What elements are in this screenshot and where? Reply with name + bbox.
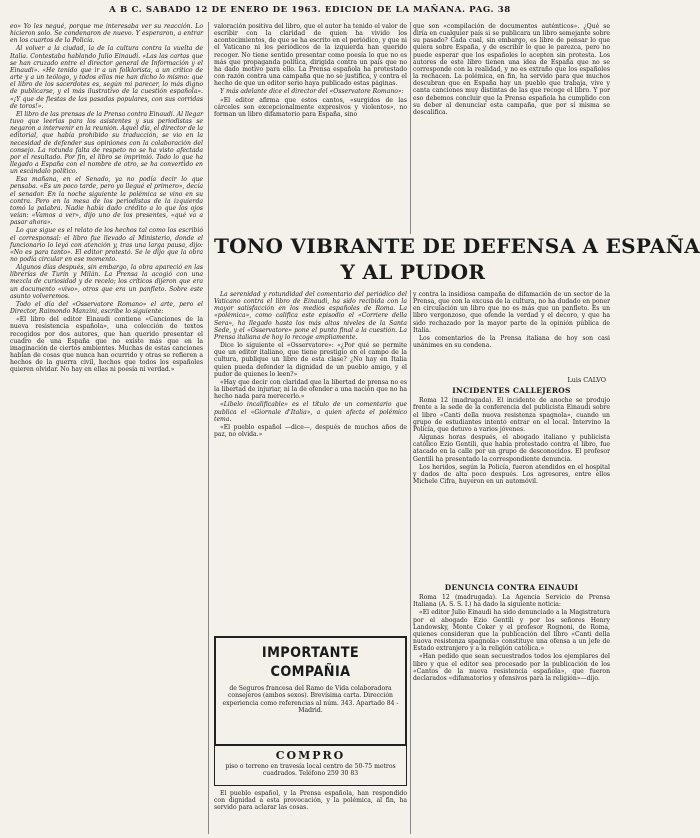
- headline-line-2: Y AL PUDOR: [340, 260, 486, 284]
- subhead-incidentes: INCIDENTES CALLEJEROS: [452, 386, 571, 396]
- paragraph: valoración positiva del libro, que el autor ha tenido el valor de escribir con la claridad de quien ha vivido los acontecimientos, de que se ha escrito en el periódico, y que ni el Vaticano ni los periódicos de la izquierda han querido recoger. No tiene sentido presentar como poesía lo que no es más que propaganda política, dirigida contra un país que no ha dado motivo para ello. La Prensa española ha protestado con razón contra una campaña que no se justifica, y contra el hecho de que un editor serio haya publicado estas páginas.: [214, 23, 407, 88]
- paragraph: «Han pedido que sean secuestrados todos los ejemplares del libro y que el editor sea procesado por la publicación de los «Cantos de la nueva resistencia española», que fueron declarados «difamatorios y ofensivos para la religión»—dijo.: [413, 653, 610, 682]
- paragraph: «El editor afirma que estos cantos, «surgidos de las cárceles son excepcionalmente expresivos y violentos», no forman un libro difamatorio para España, sino: [214, 96, 407, 118]
- paragraph: Al volver a la ciudad, la de la cultura contra la vuelta de Italia. Contestaba hablando Julio Einaudi. «Las las cartas que se han cruzado entre el director general de Información y el Einaudi». «He tenido que ir a un folklorista, a un crítico de arte y a un teólogo, y todos ellos me han dicho lo mismo: que el libro de los sacerdotes es, según mi parecer, lo más digno de publicarse, y el más ilustrativo de la cuestión española». «¡Y que de fiestas de las pasadas populares, con sus corridas de toros!».: [10, 45, 203, 110]
- paragraph: que son «compilación de documentos auténticos». ¿Qué se diría en cualquier país si se publicara un libro semejante sobre su pasado? Cada cual, sin embargo, es libre de pensar lo que quiera sobre España, y de escribir lo que le parezca, pero no puede esperar que los españoles lo acepten sin protesta. Los autores de este libro tienen una idea de España que no se corresponde con la realidad, y no es extraño que los españoles la rechacen. La polémica, en fin, ha servido para que muchos descubran que en España hay un pueblo que trabaja, vive y canta canciones muy distintas de las que recoge el libro. Y por eso debemos concluir que la Prensa española ha cumplido con su deber al denunciar esta campaña, que por sí misma se descalifica.: [413, 23, 610, 116]
- paragraph: Y más adelante dice el director del «Osservatore Romano»:: [220, 88, 404, 96]
- paragraph: Todo el día del «Osservatore Romano» el arte, pero el Director, Raimondo Manzini, escribe lo siguiente:: [10, 300, 203, 316]
- column-left: [10, 23, 203, 833]
- paragraph: eo» Yo les negué, porque me interesaba ver su reacción. Lo hicieron solo. Se condenaron de nuevo. Y esperaron, a entrar en los cuartos de la Policía.: [10, 23, 203, 45]
- headline-line-1: TONO VIBRANTE DE DEFENSA A ESPAÑA: [214, 234, 700, 258]
- column-right-denuncia: [413, 582, 610, 832]
- paragraph: «El pueblo español —dice—, después de muchos años de paz, no olvida.»: [214, 423, 407, 438]
- paragraph: El pueblo español, y la Prensa española, han respondido con dignidad a esta provocación, y la polémica, al fin, ha servido para aclarar las cosas.: [214, 790, 407, 812]
- paragraph: Algunos días después, sin embargo, la obra apareció en las librerías de Turín y Milán. La Prensa la acogió con una mezcla de curiosidad y de recelo; los críticos dijeron que era un documento «vivo», otros que era un panfleto. Sobre este asunto volveremos.: [10, 264, 203, 300]
- paragraph: Dice lo siguiente el «Osservatore»: «¿Por qué se permite que un editor italiano, que tiene prestigio en el campo de la cultura, publique un libro de esta clase? ¿No hay en Italia quien pueda defender la dignidad de un pueblo amigo, y el pudor de quienes lo leen?»: [214, 342, 407, 378]
- subhead-denuncia: DENUNCIA CONTRA EINAUDI: [444, 583, 579, 592]
- byline-signature: Luis CALVO: [567, 376, 606, 384]
- paragraph: Los comentarios de la Prensa italiana de hoy son casi unánimes en su condena.: [413, 334, 610, 350]
- column-rule: [410, 22, 411, 234]
- main-headline: [214, 233, 700, 285]
- classified-ad-insurance: [214, 636, 407, 746]
- paragraph: «El libro del editor Einaudi contiene «Canciones de la nueva resistencia española», una colección de textos recogidos por dos autores, que han querido presentar el cuadro de una España que no existe más que en la imaginación de ciertos ambientes. Muchas de estas canciones hablan de cosas que nunca han ocurrido y otras se refieren a hechos de la guerra civil, hechos que todos los españoles quieren olvidar. No hay en ellas ni poesía ni verdad.»: [10, 316, 203, 374]
- column-rule: [410, 290, 411, 834]
- paragraph: Esa mañana, en el Senado, ya no podía decir lo que pensaba. «Es un poco tarde, pero yo llegué el primero», decía el senador. En la noche siguiente la polémica se vino en su contra. Pero en la mesa de los periodistas de la izquierda tomó la palabra. Nadie había dado crédito a lo que los ojos veían: «Vamos a ver», dijo uno de los presentes, «qué va a pasar ahora».: [10, 176, 203, 227]
- paragraph: Algunas horas después, el abogado italiano y publicista católico Ezio Gentili, que había protestado contra el libro, fue atacado en la calle por un grupo de desconocidos. El profesor Gentili ha presentado la correspondiente denuncia.: [413, 434, 610, 463]
- column-right-incidents: [413, 376, 610, 581]
- paragraph: «Hay que decir con claridad que la libertad de prensa no es la libertad de injuriar, ni la de ofender a una nación que no ha hecho nada para merecerlo.»: [214, 378, 407, 401]
- column-middle-article: [214, 291, 407, 633]
- page-header: A B C. SABADO 12 DE ENERO DE 1963. EDICION DE LA MAÑANA. PAG. 38: [109, 5, 511, 15]
- column-right-article: [413, 291, 610, 375]
- paragraph: y contra la insidiosa campaña de difamación de un sector de la Prensa, que con la excusa de la cultura, no ha dudado en poner en circulación un libro que no es más que un panfleto. Es un libro vergonzoso, que ofende la verdad y el decoro, y que ha sido rechazado por la mayor parte de la opinión pública de Italia.: [413, 291, 610, 334]
- paragraph: «Libelo incalificable» es el título de un comentario que publica el «Giornale d'Italia», a quien afecta el polémico tema.: [214, 401, 407, 423]
- column-rule: [208, 22, 209, 834]
- classified-ad-compro: [214, 746, 407, 786]
- paragraph: Los heridos, según la Policía, fueron atendidos en el hospital y dados de alta poco después. Los agresores, entre ellos Michele Cifra, huyeron en un automóvil.: [413, 463, 610, 486]
- paragraph: La serenidad y rotundidad del comentario del periódico del Vaticano contra el libro de Einaudi, ha sido recibida con la mayor satisfacción en los medios españoles de Roma. La «polémica», como califica este episodio el «Corriere della Sera», ha llegado hasta los más altos niveles de la Santa Sede, y el «Osservatore» pone el punto final a la cuestión. La Prensa italiana de hoy lo recoge ampliamente.: [214, 291, 407, 341]
- ad-title: IMPORTANTE COMPAÑIA: [261, 645, 360, 680]
- ad-text: de Seguros francesa del Ramo de Vida colaboradora consejeros (ambos sexos). Brevísima carta. Dirección experiencia como referencias al núm. 343. Apartado 84 - Madrid.: [222, 685, 399, 714]
- column-middle-top: [214, 23, 407, 233]
- ad-text: piso o terreno en travesía local centro de 50-75 metros cuadrados. Teléfono 259 30 83: [225, 763, 396, 778]
- ad-title: COMPRO: [275, 749, 346, 762]
- column-right-top: [413, 23, 610, 235]
- paragraph: «El editor Julio Einaudi ha sido denunciado a la Magistratura por el abogado Ezio Gentili y por los señores Henry Landowsky, Monte Coker y el profesor Rognoni, de Roma, quienes consideran que la publicación del libro «Canti della nuova resistenza spagnola» constituye una ofensa a un jefe de Estado extranjero y a la religión católica.»: [413, 609, 610, 653]
- paragraph: Roma 12 (madrugada). La Agencia Servicio de Prensa Italiana (A. S. S. I.) ha dado la siguiente noticia:: [413, 594, 610, 609]
- column-middle-bottom: [214, 790, 407, 834]
- paragraph: Lo que sigue es el relato de los hechos tal como los escribió el corresponsal: el libro fue llevado al Ministerio, donde el funcionario lo leyó con atención y, tras una larga pausa, dijo: «No es para tanto». El editor protestó. Se le dijo que la obra no podía circular en ese momento.: [10, 227, 203, 263]
- paragraph: El libro de las prensas de la Prensa contra Einaudi. Al llegar tuvo que leerlas para los asistentes y sus periodistas se negaron a intervenir en la reunión. Aquel día, el director de la editorial, que había prohibido su traducción, se vio en la necesidad de defender sus opiniones con la colaboración del consejo. La rotunda falta de respeto no se ha visto afectada por el resultado. Por fin, el libro se imprimió. Todo lo que ha llegado a España con el nombre de otro, se ha convertido en un escándalo político.: [10, 110, 203, 176]
- paragraph: Roma 12 (madrugada). El incidente de anoche se produjo frente a la sede de la conferencia del publicista Einaudi sobre el libro «Canti della nuova resistenza spagnola», cuando un grupo de estudiantes intentó entrar en el local. Intervino la Policía, que detuvo a varios jóvenes.: [413, 397, 610, 433]
